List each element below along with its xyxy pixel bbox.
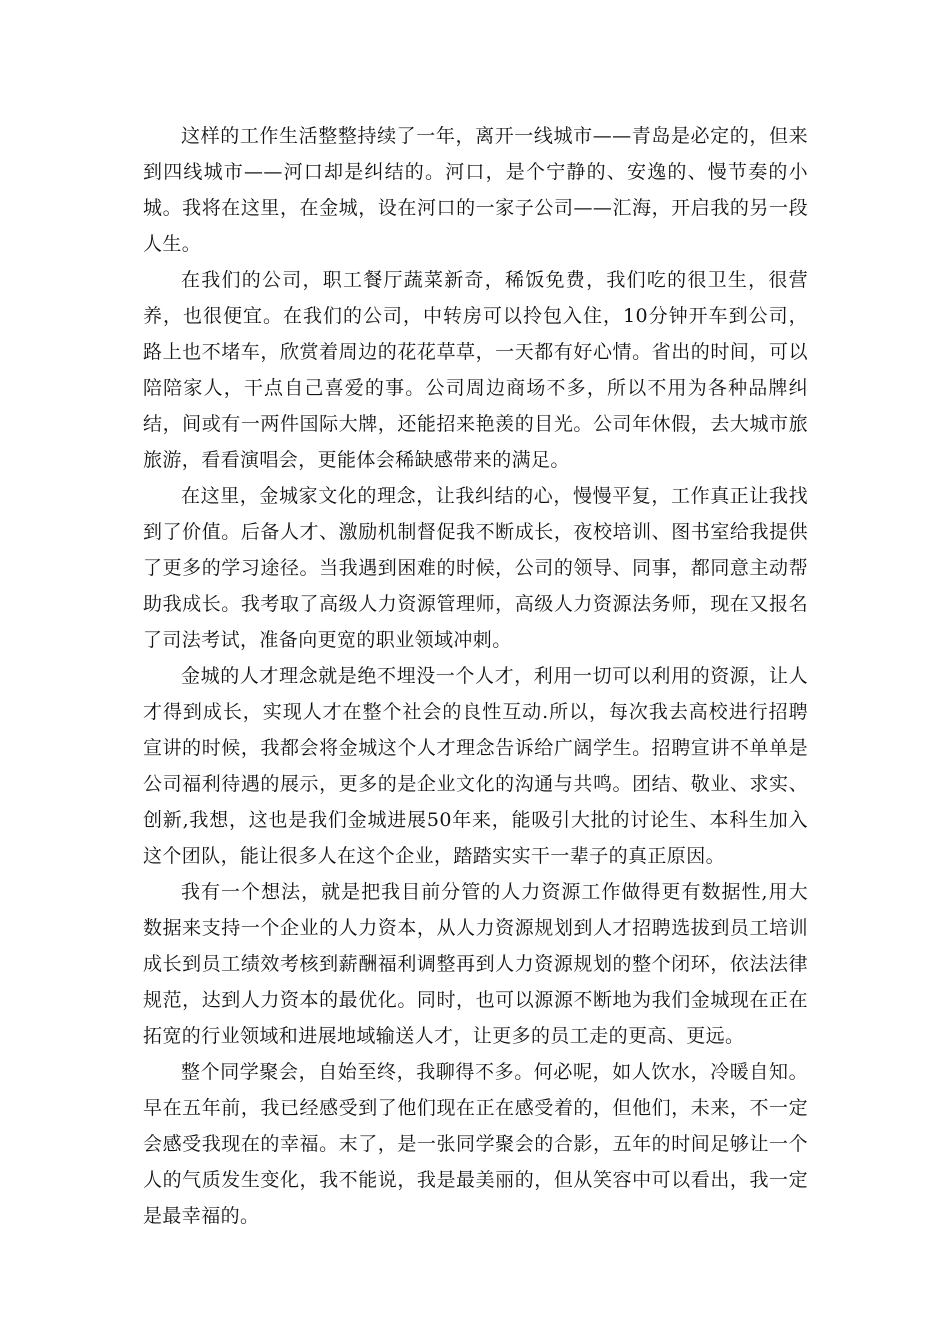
paragraph-5: 我有一个想法，就是把我目前分管的人力资源工作做得更有数据性,用大数据来支持一个企业的人力资本，从人力资源规划到人才招聘选拔到员工培训成长到员工绩效考核到薪酬福利调整再到人力资源规划的整个闭环，依法法律规范，达到人力资本的最优化。同时，也可以源源不断地为我们金城现在正在拓宽的行业领域和进展地域输送人才，让更多的员工走的更高、更远。 — [143, 881, 808, 1047]
paragraph-6: 整个同学聚会，自始至终，我聊得不多。何必呢，如人饮水，冷暖自知。早在五年前，我已经感受到了他们现在正在感受着的，但他们，未来，不一定会感受我现在的幸福。末了，是一张同学聚会的合影，五年的时间足够让一个人的气质发生变化，我不能说，我是最美丽的，但从笑容中可以看出，我一定是最幸福的。 — [143, 1061, 808, 1227]
paragraph-3: 在这里，金城家文化的理念，让我纠结的心，慢慢平复，工作真正让我找到了价值。后备人才、激励机制督促我不断成长，夜校培训、图书室给我提供了更多的学习途径。当我遇到困难的时候，公司的领导、同事，都同意主动帮助我成长。我考取了高级人力资源管理师，高级人力资源法务师，现在又报名了司法考试，准备向更宽的职业领域冲刺。 — [143, 485, 808, 651]
document-body — [143, 118, 808, 1234]
paragraph-2: 在我们的公司，职工餐厅蔬菜新奇，稀饭免费，我们吃的很卫生，很营养，也很便宜。在我们的公司，中转房可以拎包入住，10分钟开车到公司，路上也不堵车，欣赏着周边的花花草草，一天都有好心情。省出的时间，可以陪陪家人，干点自己喜爱的事。公司周边商场不多，所以不用为各种品牌纠结，间或有一两件国际大牌，还能招来艳羡的目光。公司年休假，去大城市旅旅游，看看演唱会，更能体会稀缺感带来的满足。 — [143, 269, 808, 471]
paragraph-1: 这样的工作生活整整持续了一年，离开一线城市——青岛是必定的，但来到四线城市——河口却是纠结的。河口，是个宁静的、安逸的、慢节奏的小城。我将在这里，在金城，设在河口的一家子公司——汇海，开启我的另一段人生。 — [143, 125, 808, 255]
paragraph-4: 金城的人才理念就是绝不埋没一个人才，利用一切可以利用的资源，让人才得到成长，实现人才在整个社会的良性互动.所以，每次我去高校进行招聘宣讲的时候，我都会将金城这个人才理念告诉给广阔学生。招聘宣讲不单单是公司福利待遇的展示，更多的是企业文化的沟通与共鸣。团结、敬业、求实、创新,我想，这也是我们金城进展50年来，能吸引大批的讨论生、本科生加入这个团队，能让很多人在这个企业，踏踏实实干一辈子的真正原因。 — [143, 665, 808, 867]
